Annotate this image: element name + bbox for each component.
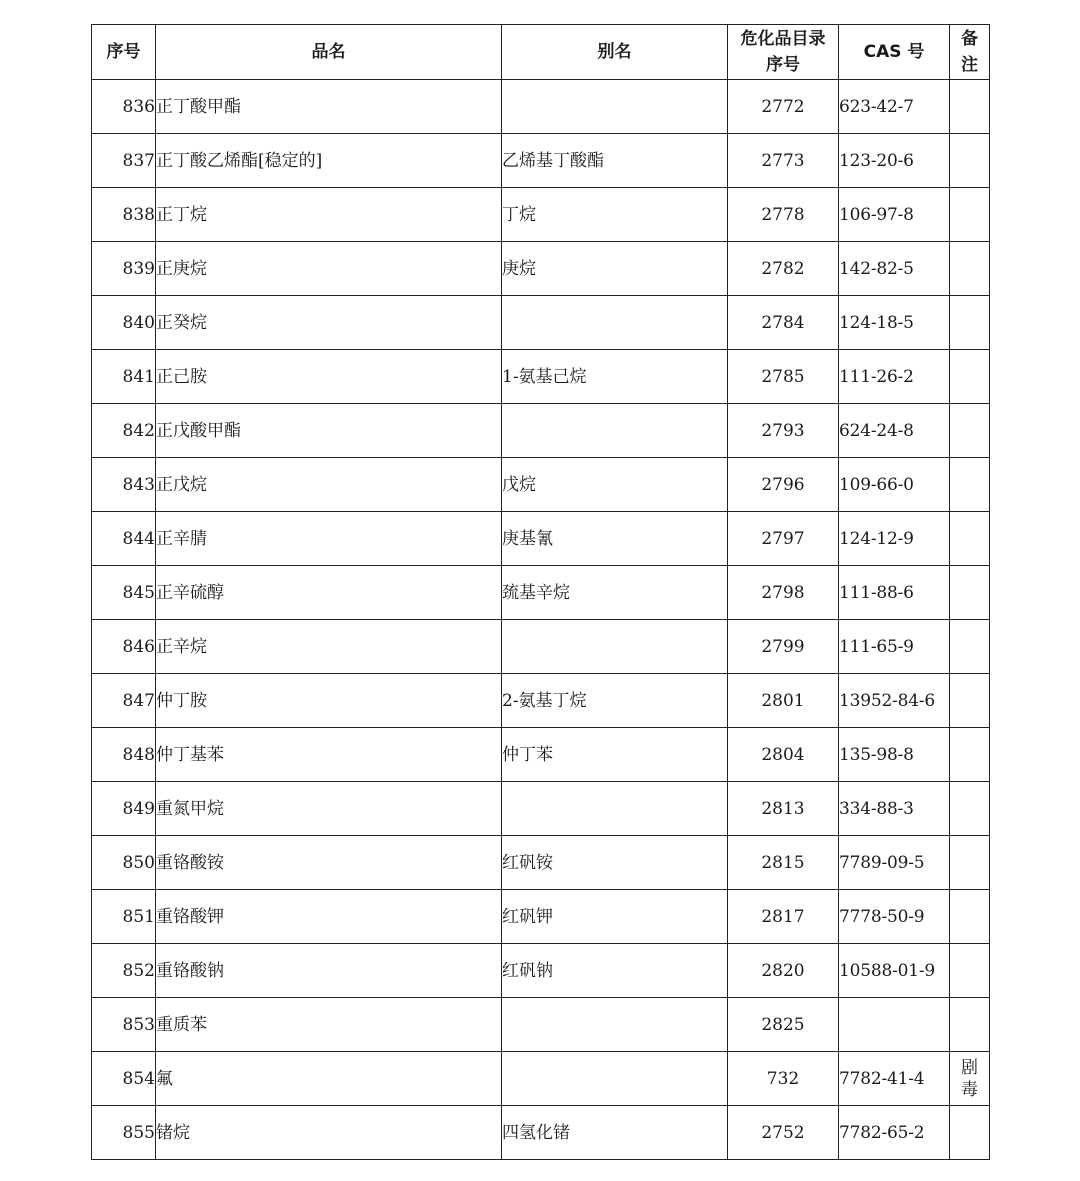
remarks-cell <box>950 188 990 242</box>
cas-number-cell: 111-65-9 <box>839 620 950 674</box>
alias-cell <box>502 620 728 674</box>
product-name-cell: 正戊烷 <box>156 458 502 512</box>
remarks-cell <box>950 134 990 188</box>
remarks-cell <box>950 890 990 944</box>
serial-number-cell: 851 <box>92 890 156 944</box>
catalog-number-cell: 2785 <box>728 350 839 404</box>
alias-cell <box>502 1052 728 1106</box>
serial-number-cell: 844 <box>92 512 156 566</box>
product-name-cell: 正辛烷 <box>156 620 502 674</box>
product-name-cell: 重铬酸钾 <box>156 890 502 944</box>
catalog-number-cell: 2798 <box>728 566 839 620</box>
header-remarks-line2: 注 <box>961 55 978 75</box>
product-name-cell: 正丁烷 <box>156 188 502 242</box>
remarks-cell <box>950 242 990 296</box>
product-name-cell: 正癸烷 <box>156 296 502 350</box>
chemical-catalog-table <box>91 24 990 1160</box>
cas-number-cell: 334-88-3 <box>839 782 950 836</box>
cas-number-cell: 109-66-0 <box>839 458 950 512</box>
alias-cell: 四氢化锗 <box>502 1106 728 1160</box>
catalog-number-cell: 2793 <box>728 404 839 458</box>
table-row <box>92 674 990 728</box>
remarks-cell <box>950 512 990 566</box>
catalog-number-cell: 2773 <box>728 134 839 188</box>
serial-number-cell: 846 <box>92 620 156 674</box>
product-name-cell: 重铬酸铵 <box>156 836 502 890</box>
product-name-cell: 仲丁胺 <box>156 674 502 728</box>
catalog-number-cell: 2815 <box>728 836 839 890</box>
alias-cell: 1-氨基己烷 <box>502 350 728 404</box>
header-catalog-number <box>728 25 839 80</box>
alias-cell: 乙烯基丁酸酯 <box>502 134 728 188</box>
product-name-cell: 正辛腈 <box>156 512 502 566</box>
serial-number-cell: 850 <box>92 836 156 890</box>
catalog-number-cell: 2782 <box>728 242 839 296</box>
alias-cell <box>502 782 728 836</box>
serial-number-cell: 855 <box>92 1106 156 1160</box>
header-catalog-line1: 危化品目录 <box>740 29 826 49</box>
catalog-number-cell: 2772 <box>728 80 839 134</box>
catalog-number-cell: 2804 <box>728 728 839 782</box>
table-row <box>92 890 990 944</box>
cas-number-cell: 623-42-7 <box>839 80 950 134</box>
serial-number-cell: 845 <box>92 566 156 620</box>
alias-cell: 庚基氰 <box>502 512 728 566</box>
product-name-cell: 氟 <box>156 1052 502 1106</box>
table-row <box>92 404 990 458</box>
table-row <box>92 134 990 188</box>
alias-cell: 庚烷 <box>502 242 728 296</box>
serial-number-cell: 854 <box>92 1052 156 1106</box>
product-name-cell: 正己胺 <box>156 350 502 404</box>
table-row <box>92 188 990 242</box>
remarks-cell <box>950 296 990 350</box>
header-cas-number: CAS 号 <box>839 25 950 80</box>
alias-cell: 红矾钾 <box>502 890 728 944</box>
serial-number-cell: 843 <box>92 458 156 512</box>
remarks-cell <box>950 782 990 836</box>
catalog-number-cell: 2801 <box>728 674 839 728</box>
catalog-number-cell: 2752 <box>728 1106 839 1160</box>
table-row <box>92 1052 990 1106</box>
remarks-cell <box>950 80 990 134</box>
serial-number-cell: 840 <box>92 296 156 350</box>
table-row <box>92 350 990 404</box>
remarks-cell <box>950 458 990 512</box>
serial-number-cell: 837 <box>92 134 156 188</box>
catalog-number-cell: 2778 <box>728 188 839 242</box>
cas-number-cell: 624-24-8 <box>839 404 950 458</box>
remarks-cell <box>950 674 990 728</box>
product-name-cell: 重铬酸钠 <box>156 944 502 998</box>
catalog-number-cell: 2820 <box>728 944 839 998</box>
serial-number-cell: 852 <box>92 944 156 998</box>
catalog-number-cell: 2813 <box>728 782 839 836</box>
serial-number-cell: 841 <box>92 350 156 404</box>
table-row <box>92 782 990 836</box>
product-name-cell: 锗烷 <box>156 1106 502 1160</box>
alias-cell: 巯基辛烷 <box>502 566 728 620</box>
table-row <box>92 242 990 296</box>
header-remarks <box>950 25 990 80</box>
header-product-name: 品名 <box>156 25 502 80</box>
alias-cell: 仲丁苯 <box>502 728 728 782</box>
alias-cell: 2-氨基丁烷 <box>502 674 728 728</box>
alias-cell <box>502 80 728 134</box>
catalog-number-cell: 732 <box>728 1052 839 1106</box>
product-name-cell: 正丁酸乙烯酯[稳定的] <box>156 134 502 188</box>
cas-number-cell: 142-82-5 <box>839 242 950 296</box>
table-row <box>92 728 990 782</box>
cas-number-cell: 124-18-5 <box>839 296 950 350</box>
cas-number-cell: 111-88-6 <box>839 566 950 620</box>
cas-number-cell: 7778-50-9 <box>839 890 950 944</box>
table-header-row <box>92 25 990 80</box>
remarks-cell <box>950 944 990 998</box>
cas-number-cell: 124-12-9 <box>839 512 950 566</box>
remarks-cell <box>950 998 990 1052</box>
table-row <box>92 620 990 674</box>
product-name-cell: 重氮甲烷 <box>156 782 502 836</box>
alias-cell: 红矾钠 <box>502 944 728 998</box>
alias-cell <box>502 998 728 1052</box>
catalog-number-cell: 2796 <box>728 458 839 512</box>
catalog-number-cell: 2799 <box>728 620 839 674</box>
cas-number-cell: 10588-01-9 <box>839 944 950 998</box>
table-row <box>92 1106 990 1160</box>
remarks-cell <box>950 350 990 404</box>
serial-number-cell: 847 <box>92 674 156 728</box>
header-remarks-line1: 备 <box>961 29 978 49</box>
table-row <box>92 998 990 1052</box>
table-row <box>92 512 990 566</box>
serial-number-cell: 848 <box>92 728 156 782</box>
serial-number-cell: 836 <box>92 80 156 134</box>
header-serial-number: 序号 <box>92 25 156 80</box>
header-catalog-line2: 序号 <box>766 55 800 75</box>
cas-number-cell: 13952-84-6 <box>839 674 950 728</box>
product-name-cell: 重质苯 <box>156 998 502 1052</box>
table-row <box>92 566 990 620</box>
product-name-cell: 正辛硫醇 <box>156 566 502 620</box>
catalog-number-cell: 2817 <box>728 890 839 944</box>
table-row <box>92 458 990 512</box>
alias-cell <box>502 296 728 350</box>
cas-number-cell <box>839 998 950 1052</box>
cas-number-cell: 111-26-2 <box>839 350 950 404</box>
remarks-cell <box>950 728 990 782</box>
product-name-cell: 正戊酸甲酯 <box>156 404 502 458</box>
remarks-cell <box>950 566 990 620</box>
catalog-number-cell: 2825 <box>728 998 839 1052</box>
product-name-cell: 仲丁基苯 <box>156 728 502 782</box>
remarks-cell <box>950 404 990 458</box>
cas-number-cell: 106-97-8 <box>839 188 950 242</box>
cas-number-cell: 7789-09-5 <box>839 836 950 890</box>
remarks-cell <box>950 620 990 674</box>
alias-cell <box>502 404 728 458</box>
cas-number-cell: 123-20-6 <box>839 134 950 188</box>
cas-number-cell: 7782-65-2 <box>839 1106 950 1160</box>
table-row <box>92 944 990 998</box>
serial-number-cell: 838 <box>92 188 156 242</box>
remarks-cell <box>950 836 990 890</box>
table-body <box>92 80 990 1160</box>
header-alias: 别名 <box>502 25 728 80</box>
alias-cell: 红矾铵 <box>502 836 728 890</box>
cas-number-cell: 135-98-8 <box>839 728 950 782</box>
serial-number-cell: 842 <box>92 404 156 458</box>
table-row <box>92 836 990 890</box>
serial-number-cell: 853 <box>92 998 156 1052</box>
cas-number-cell: 7782-41-4 <box>839 1052 950 1106</box>
table-row <box>92 80 990 134</box>
remarks-line2: 毒 <box>961 1079 978 1100</box>
product-name-cell: 正庚烷 <box>156 242 502 296</box>
catalog-number-cell: 2784 <box>728 296 839 350</box>
product-name-cell: 正丁酸甲酯 <box>156 80 502 134</box>
table-row <box>92 296 990 350</box>
alias-cell: 丁烷 <box>502 188 728 242</box>
remarks-cell <box>950 1106 990 1160</box>
catalog-number-cell: 2797 <box>728 512 839 566</box>
serial-number-cell: 839 <box>92 242 156 296</box>
remarks-cell <box>950 1052 990 1106</box>
remarks-line1: 剧 <box>961 1057 978 1078</box>
serial-number-cell: 849 <box>92 782 156 836</box>
alias-cell: 戊烷 <box>502 458 728 512</box>
